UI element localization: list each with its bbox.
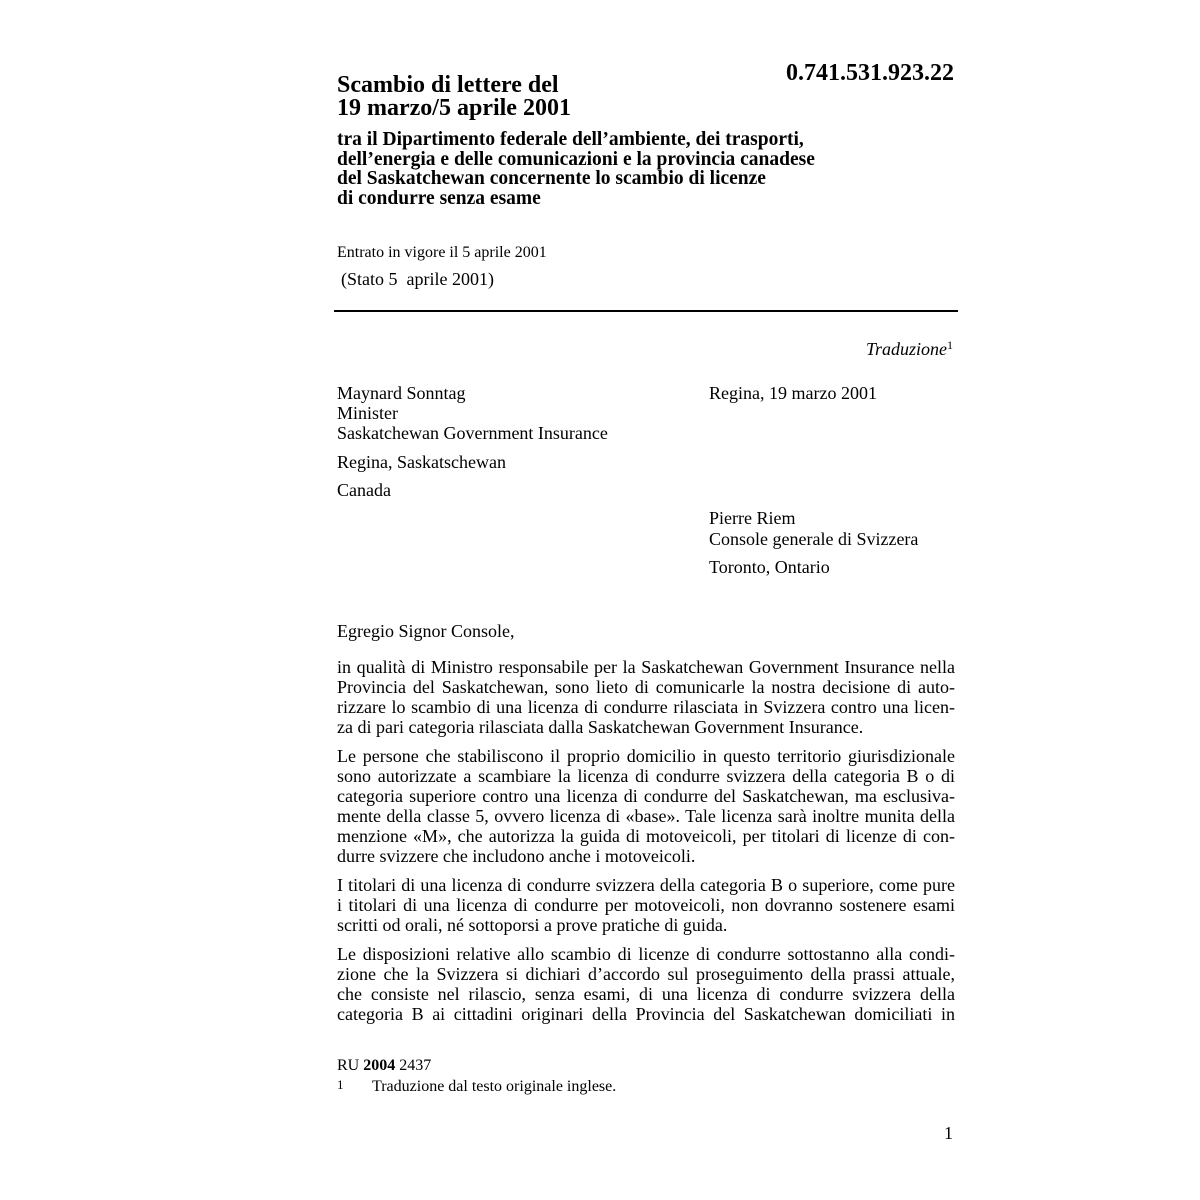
paragraph-line: zione che la Svizzera si dichiari d’accordo sul proseguimento della prassi attuale, xyxy=(337,964,955,984)
document-subtitle xyxy=(337,130,815,209)
subtitle-line: tra il Dipartimento federale dell’ambiente, dei trasporti, xyxy=(337,129,804,150)
title-line: Scambio di lettere del xyxy=(337,72,559,98)
ru-year: 2004 xyxy=(363,1057,396,1074)
translation-note xyxy=(866,339,953,359)
entry-into-force: Entrato in vigore il 5 aprile 2001 xyxy=(337,244,547,261)
sender-country: Canada xyxy=(337,480,391,500)
subtitle-line: di condurre senza esame xyxy=(337,188,541,210)
place-and-date: Regina, 19 marzo 2001 xyxy=(709,383,877,403)
salutation: Egregio Signor Console, xyxy=(337,621,515,641)
footnote-reference: 1 xyxy=(947,338,953,352)
sender-name: Maynard Sonntag xyxy=(337,383,466,403)
paragraph-line: che consiste nel rilascio, senza esami, di una licenza di condurre svizzera della xyxy=(337,984,955,1004)
paragraph-line: scritti od orali, né sottoporsi a prove pratiche di guida. xyxy=(337,915,728,935)
document-title xyxy=(337,74,571,120)
systematic-number: 0.741.531.923.22 xyxy=(786,60,954,86)
body-paragraph xyxy=(337,944,955,1024)
paragraph-line: Le disposizioni relative allo scambio di licenze di condurre sottostanno alla condi- xyxy=(337,944,955,964)
paragraph-line: in qualità di Ministro responsabile per la Saskatchewan Government Insurance nella xyxy=(337,657,955,677)
sender-block xyxy=(337,383,608,443)
recipient-title: Console generale di Svizzera xyxy=(709,529,919,549)
paragraph-line: categoria superiore contro una licenza di condurre del Saskatchewan, ma esclusiva- xyxy=(337,786,955,806)
paragraph-line: durre svizzere che includono anche i motoveicoli. xyxy=(337,846,696,866)
footnote-text: Traduzione dal testo originale inglese. xyxy=(372,1078,617,1095)
header-divider xyxy=(334,310,958,312)
sender-title: Minister xyxy=(337,403,398,423)
subtitle-line: dell’energia e delle comunicazioni e la provincia canadese xyxy=(337,148,815,170)
ru-page: 2437 xyxy=(399,1057,432,1074)
paragraph-line: mente della classe 5, ovvero licenza di «base». Tale licenza sarà inoltre munita della xyxy=(337,806,955,826)
recipient-city: Toronto, Ontario xyxy=(709,557,830,577)
sender-organization: Saskatchewan Government Insurance xyxy=(337,423,608,443)
paragraph-line: i titolari di una licenza di condurre per motoveicoli, non dovranno sostenere esami xyxy=(337,895,955,915)
paragraph-line: Provincia del Saskatchewan, sono lieto di comunicarle la nostra decisione di auto- xyxy=(337,677,955,697)
recipient-name: Pierre Riem xyxy=(709,508,796,528)
paragraph-line: categoria B ai cittadini originari della Provincia del Saskatchewan domiciliati in xyxy=(337,1004,955,1024)
paragraph-line: I titolari di una licenza di condurre svizzera della categoria B o superiore, come pure xyxy=(337,875,955,895)
subtitle-line: del Saskatchewan concernente lo scambio di licenze xyxy=(337,168,766,190)
paragraph-line: rizzare lo scambio di una licenza di condurre rilasciata in Svizzera contro una licen- xyxy=(337,697,955,717)
title-line: 19 marzo/5 aprile 2001 xyxy=(337,95,571,121)
footnote-number: 1 xyxy=(337,1077,344,1092)
paragraph-line: za di pari categoria rilasciata dalla Saskatchewan Government Insurance. xyxy=(337,717,864,737)
page-number: 1 xyxy=(944,1123,953,1143)
body-paragraph xyxy=(337,657,955,737)
body-paragraph xyxy=(337,875,955,935)
ru-prefix: RU xyxy=(337,1057,360,1074)
ru-reference xyxy=(337,1057,431,1075)
translation-label: Traduzione xyxy=(865,339,947,359)
sender-city: Regina, Saskatschewan xyxy=(337,452,506,472)
status-date: (Stato 5 aprile 2001) xyxy=(341,269,494,289)
body-paragraph xyxy=(337,746,955,866)
paragraph-line: Le persone che stabiliscono il proprio domicilio in questo territorio giurisdizionale xyxy=(337,746,955,766)
paragraph-line: sono autorizzate a scambiare la licenza di condurre svizzera della categoria B o di xyxy=(337,766,955,786)
paragraph-line: menzione «M», che autorizza la guida di motoveicoli, per titolari di licenze di con- xyxy=(337,826,955,846)
